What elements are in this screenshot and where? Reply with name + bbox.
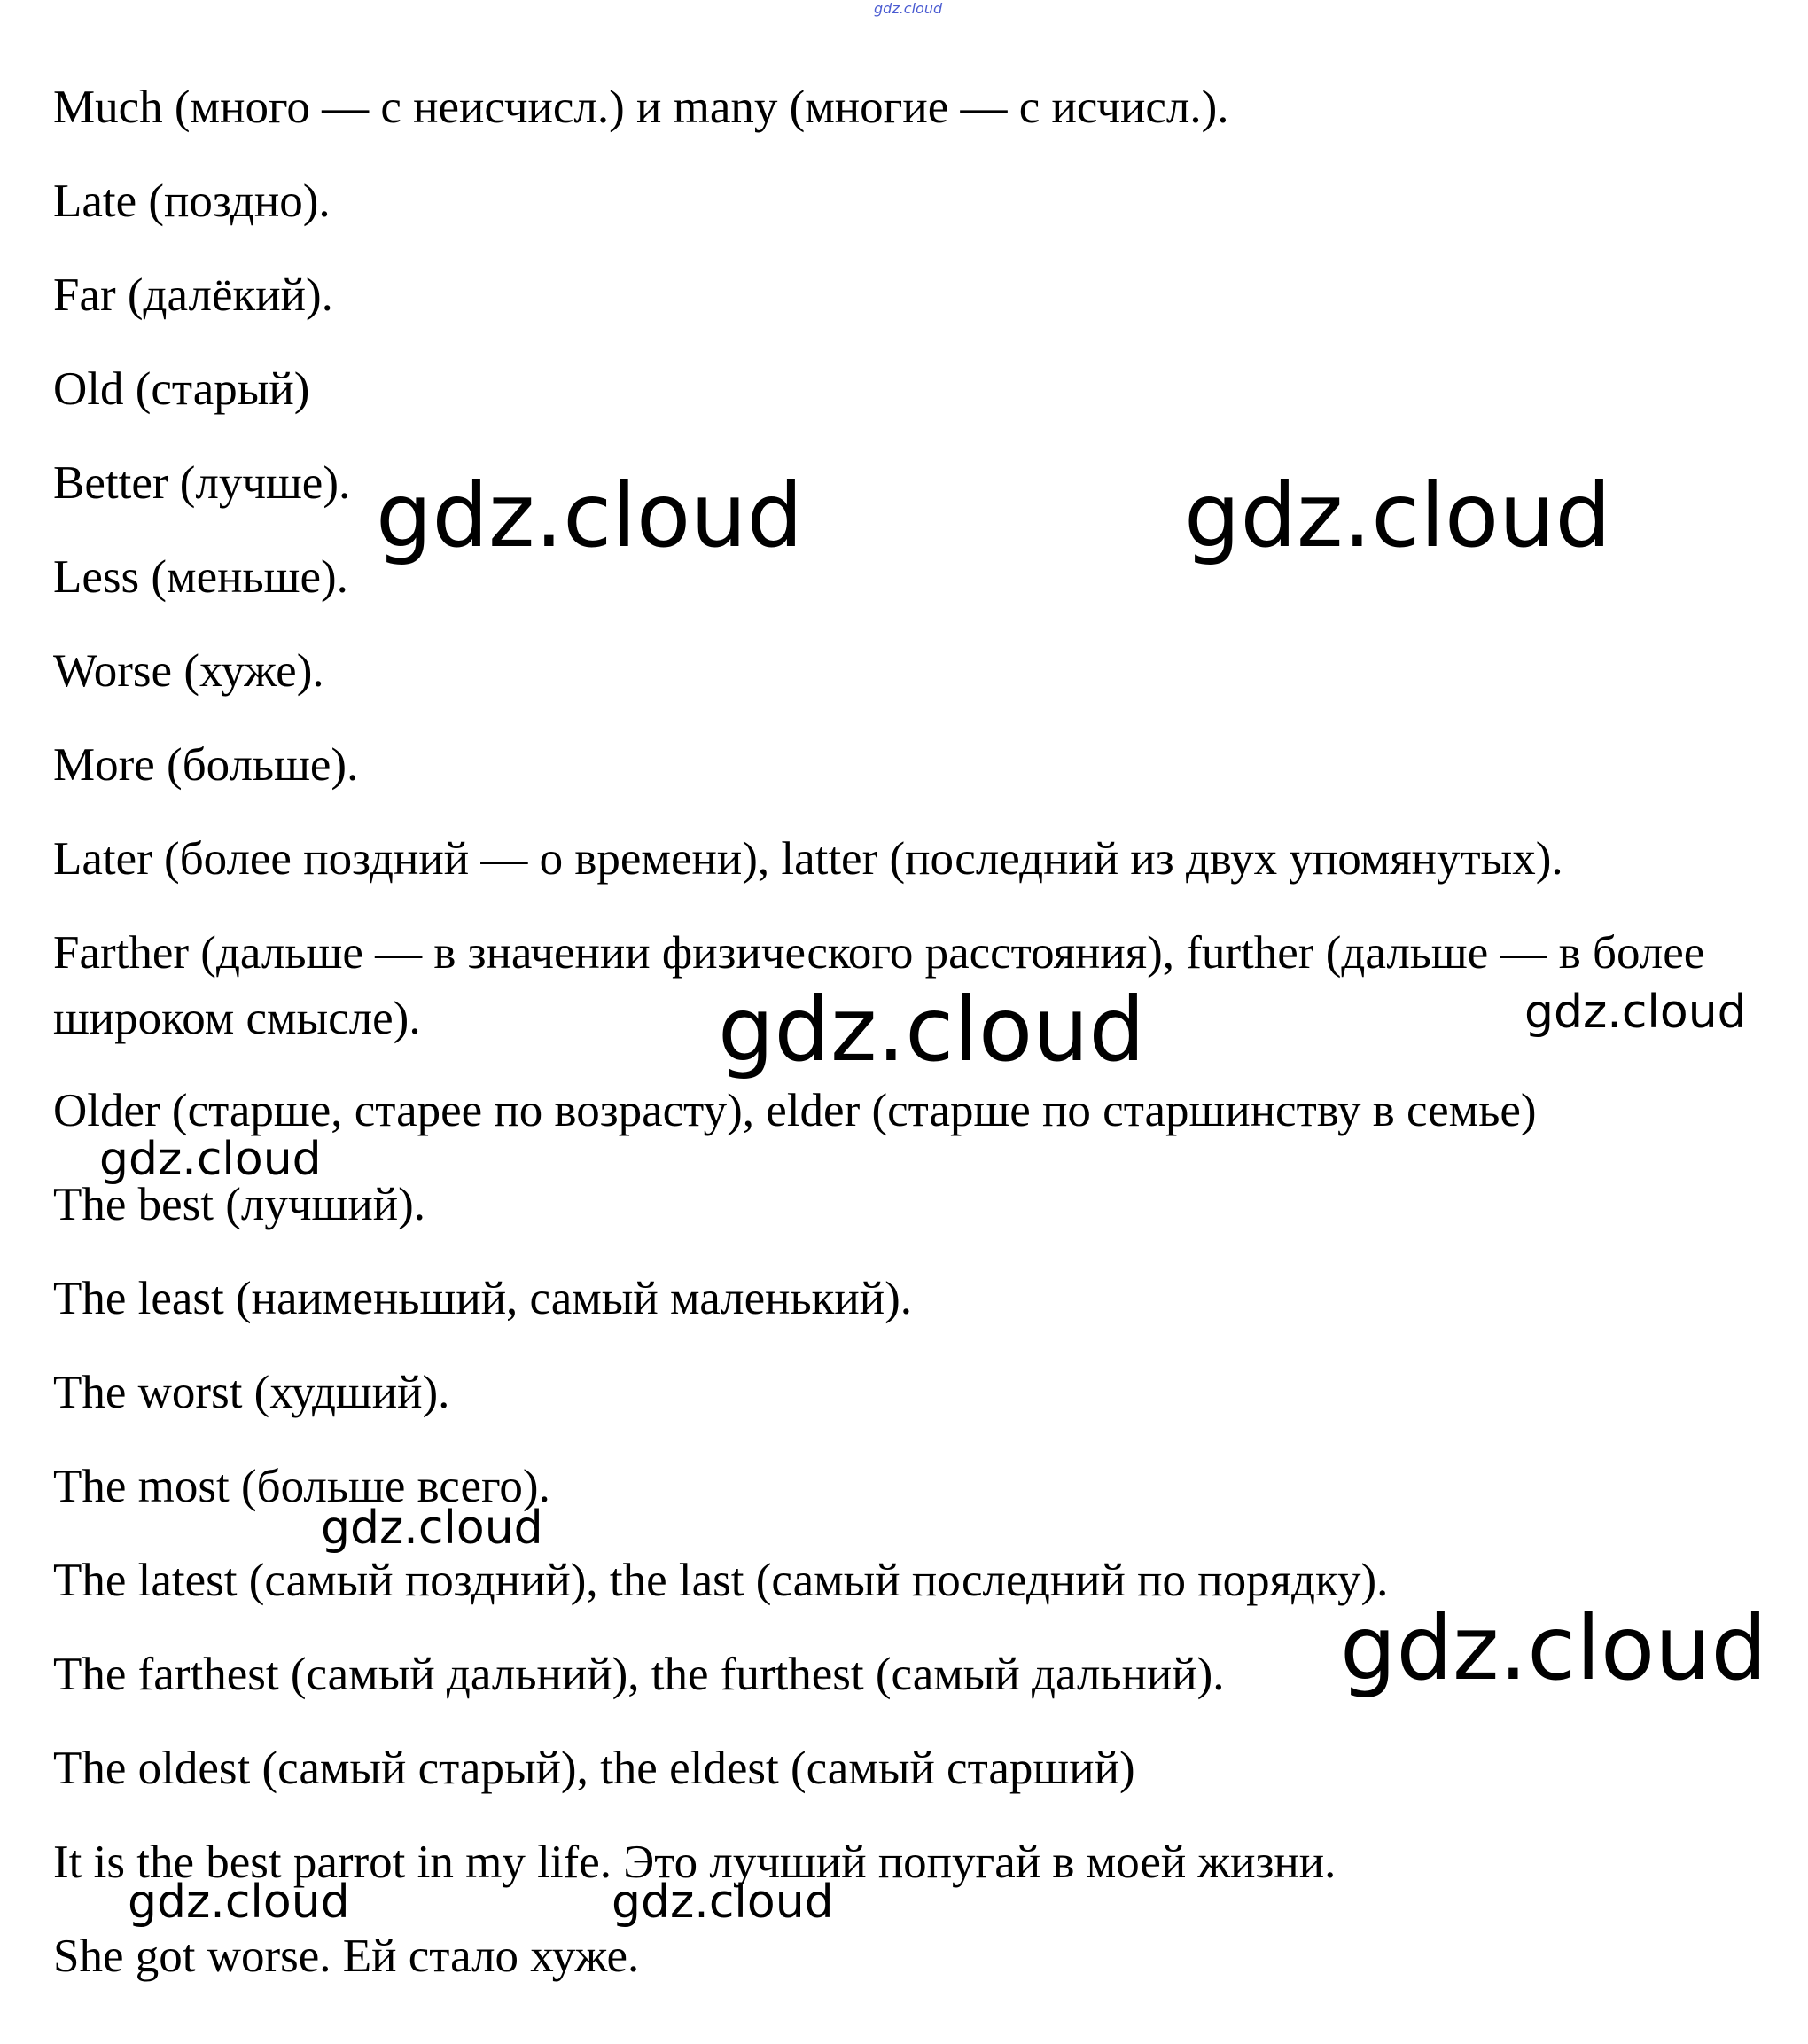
watermark: gdz.cloud — [128, 1876, 350, 1929]
text-line: Later (более поздний — о времени), latter (последний из двух упомянутых). — [53, 833, 1563, 885]
watermark: gdz.cloud — [376, 464, 804, 567]
text-line: Far (далёкий). — [53, 269, 333, 321]
text-line: More (больше). — [53, 739, 359, 791]
text-line: Worse (хуже). — [53, 645, 324, 697]
text-line: Better (лучше). — [53, 457, 351, 509]
watermark: gdz.cloud — [612, 1876, 834, 1929]
text-line: Less (меньше). — [53, 551, 348, 603]
text-line: Older (старше, старее по возрасту), elder (старше по старшинству в семье) — [53, 1085, 1537, 1136]
text-line: The worst (худший). — [53, 1367, 450, 1418]
watermark: gdz.cloud — [321, 1502, 543, 1555]
text-line: It is the best parrot in my life. Это лучший попугай в моей жизни. — [53, 1837, 1337, 1888]
text-line: Old (старый) — [53, 363, 310, 415]
watermark: gdz.cloud — [1340, 1596, 1768, 1700]
watermark: gdz.cloud — [718, 978, 1146, 1081]
watermark: gdz.cloud — [1184, 464, 1612, 567]
watermark: gdz.cloud — [99, 1133, 322, 1186]
header-watermark: gdz.cloud — [874, 0, 943, 17]
text-line: Farther (дальше — в значении физического расстояния), further (дальше — в более широком смысле). — [53, 927, 1705, 1044]
text-line: The latest (самый поздний), the last (самый последний по порядку). — [53, 1555, 1389, 1606]
text-line: The farthest (самый дальний), the furthest (самый дальний). — [53, 1649, 1225, 1700]
text-line: She got worse. Ей стало хуже. — [53, 1931, 640, 1982]
text-line: Much (много — с неисчисл.) и many (многие — с исчисл.). — [53, 82, 1229, 133]
watermark: gdz.cloud — [1524, 986, 1747, 1039]
text-line: The best (лучший). — [53, 1179, 425, 1230]
text-line: Late (поздно). — [53, 176, 331, 227]
text-line: The least (наименьший, самый маленький). — [53, 1273, 913, 1324]
text-line: The oldest (самый старый), the eldest (самый старший) — [53, 1743, 1135, 1794]
text-line: The most (больше всего). — [53, 1461, 550, 1512]
